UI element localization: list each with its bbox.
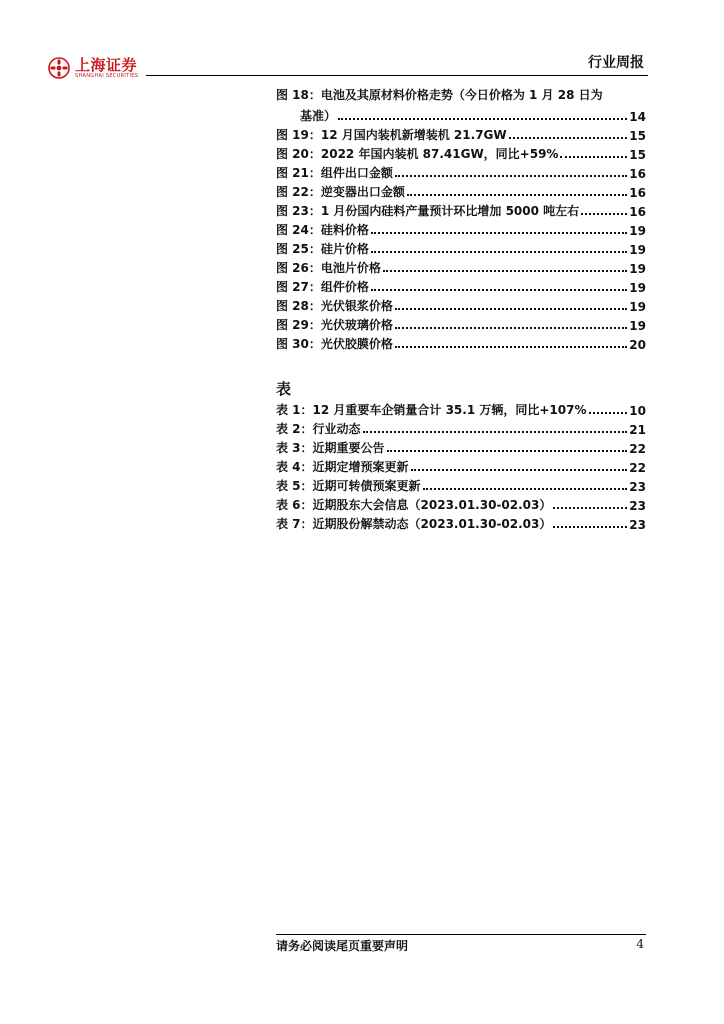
toc-page-number: 23: [629, 480, 646, 494]
toc-leader-dots: [589, 412, 628, 414]
toc-entry-label: 图 21：组件出口金额: [276, 166, 393, 180]
toc-entry-label: 表 2：行业动态: [276, 422, 361, 436]
toc-page-number: 15: [629, 129, 646, 143]
toc-page-number: 14: [629, 110, 646, 124]
toc-leader-dots: [581, 213, 627, 215]
toc-entry-table-7[interactable]: [276, 513, 646, 532]
toc-entry-label: 图 26：电池片价格: [276, 261, 381, 275]
toc-entry-table-3[interactable]: [276, 437, 646, 456]
toc-entry-figure-21[interactable]: [276, 162, 646, 181]
toc-entry-label: 图 29：光伏玻璃价格: [276, 318, 393, 332]
toc-page-number: 19: [629, 224, 646, 238]
toc-page-number: 19: [629, 243, 646, 257]
toc-entry-figure-23[interactable]: [276, 200, 646, 219]
toc-page-number: 20: [629, 338, 646, 352]
toc-page-number: 22: [629, 442, 646, 456]
toc-leader-dots: [560, 156, 627, 158]
toc-entry-table-4[interactable]: [276, 456, 646, 475]
toc-entry-figure-20[interactable]: [276, 143, 646, 162]
toc-leader-dots: [395, 327, 627, 329]
toc-leader-dots: [395, 346, 627, 348]
toc-page-number: 19: [629, 319, 646, 333]
toc-leader-dots: [509, 137, 628, 139]
toc-leader-dots: [411, 469, 628, 471]
toc-entry-label: 图 27：组件价格: [276, 280, 369, 294]
toc-entry-figure-30[interactable]: [276, 333, 646, 352]
toc-entry-label: 基准）: [300, 109, 337, 123]
toc-entry-label: 图 18：电池及其原材料价格走势（今日价格为 1 月 28 日为: [276, 88, 603, 102]
toc-entry-label: 图 19：12 月国内装机新增装机 21.7GW: [276, 128, 507, 142]
toc-entry-table-1[interactable]: [276, 399, 646, 418]
toc-leader-dots: [407, 194, 627, 196]
company-logo: [48, 57, 138, 79]
toc-leader-dots: [371, 251, 627, 253]
toc-page-number: 16: [629, 167, 646, 181]
toc-entry-figure-25[interactable]: [276, 238, 646, 257]
toc-page-number: 21: [629, 423, 646, 437]
toc-leader-dots: [387, 450, 628, 452]
report-type: 行业周报: [588, 55, 644, 71]
toc-page-number: 23: [629, 499, 646, 513]
toc-leader-dots: [363, 431, 628, 433]
toc-entry-label: 图 25：硅片价格: [276, 242, 369, 256]
toc-entry-figure-19[interactable]: [276, 124, 646, 143]
toc-entry-table-6[interactable]: [276, 494, 646, 513]
header-divider: [146, 75, 648, 76]
toc-leader-dots: [371, 232, 627, 234]
toc-entry-figure-18[interactable]: [300, 105, 646, 124]
toc-leader-dots: [371, 289, 627, 291]
toc-page-number: 22: [629, 461, 646, 475]
footer-divider: [276, 934, 646, 935]
toc-entry-table-2[interactable]: [276, 418, 646, 437]
toc-entry-figure-29[interactable]: [276, 314, 646, 333]
toc-entry-figure-22[interactable]: [276, 181, 646, 200]
toc-entry-label: 表 5：近期可转债预案更新: [276, 479, 421, 493]
toc-entry-label: 图 20：2022 年国内装机 87.41GW，同比+59%: [276, 147, 559, 161]
toc-page-number: 23: [629, 518, 646, 532]
toc-page-number: 15: [629, 148, 646, 162]
toc-page-number: 16: [629, 186, 646, 200]
toc-entry-table-5[interactable]: [276, 475, 646, 494]
toc-page-number: 19: [629, 300, 646, 314]
toc-entry-figure-26[interactable]: [276, 257, 646, 276]
toc-leader-dots: [338, 118, 627, 120]
toc-entry-figure-27[interactable]: [276, 276, 646, 295]
toc-entry-label: 图 23：1 月份国内硅料产量预计环比增加 5000 吨左右: [276, 204, 580, 218]
toc-entry-figure-28[interactable]: [276, 295, 646, 314]
tables-section-title: 表: [276, 380, 292, 398]
toc-entry-figure-18-line1[interactable]: [276, 86, 646, 105]
toc-page-number: 16: [629, 205, 646, 219]
toc-entry-label: 表 6：近期股东大会信息（2023.01.30-02.03）: [276, 498, 552, 512]
toc-leader-dots: [553, 526, 627, 528]
toc-entry-label: 表 3：近期重要公告: [276, 441, 385, 455]
toc-entry-label: 表 4：近期定增预案更新: [276, 460, 409, 474]
footer-disclaimer: 请务必阅读尾页重要声明: [276, 939, 409, 953]
toc-leader-dots: [383, 270, 627, 272]
logo-name-cn: 上海证券: [75, 55, 138, 74]
toc-entry-label: 图 24：硅料价格: [276, 223, 369, 237]
toc-entry-label: 图 30：光伏胶膜价格: [276, 337, 393, 351]
toc-entry-label: 表 7：近期股份解禁动态（2023.01.30-02.03）: [276, 517, 552, 531]
toc-page-number: 10: [629, 404, 646, 418]
logo-emblem-icon: [48, 57, 70, 79]
toc-entry-label: 图 28：光伏银浆价格: [276, 299, 393, 313]
toc-leader-dots: [395, 308, 627, 310]
toc-page-number: 19: [629, 262, 646, 276]
page-number: 4: [636, 937, 644, 951]
toc-leader-dots: [423, 488, 628, 490]
toc-entry-figure-24[interactable]: [276, 219, 646, 238]
toc-page-number: 19: [629, 281, 646, 295]
logo-name-en: SHANGHAI SECURITIES: [75, 72, 139, 79]
toc-leader-dots: [395, 175, 627, 177]
toc-leader-dots: [553, 507, 627, 509]
toc-entry-label: 表 1：12 月重要车企销量合计 35.1 万辆，同比+107%: [276, 403, 587, 417]
toc-entry-label: 图 22：逆变器出口金额: [276, 185, 405, 199]
